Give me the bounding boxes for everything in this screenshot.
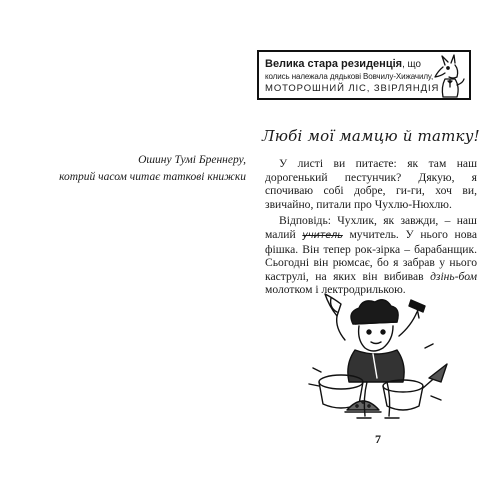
dedication-line-1: Ошину Тумі Бреннеру, [138, 154, 246, 166]
drummer-illustration [307, 288, 449, 428]
letterhead-title-rest: , що [402, 59, 421, 70]
letterhead-line-1 [265, 58, 441, 71]
italic-sound-word: дзінь-бом [430, 269, 477, 283]
letter-body [265, 157, 477, 297]
page-number: 7 [375, 432, 381, 446]
letterhead-address [265, 58, 441, 95]
letterhead-title: Велика стара резиденція [265, 58, 403, 70]
paragraph-2-part-a: Відповідь: Чухлик, як завжди, – наш малий [265, 214, 477, 241]
paragraph-1: У листі ви питаєте: як там наш дорогенький пестунчик? Дякую, я спочиваю собі добре, ги-ги, хоч ви, звичайно, питали про Чухлю-Нюхлю. [265, 157, 477, 211]
letterhead-line-2: колись належала дядькові Вовчилу-Хижачилу, [265, 72, 434, 81]
struck-word: учитель [302, 229, 343, 241]
paragraph-2-part-b: мучитель. У нього нова фішка. Він тепер рок-зірка – барабанщик. Сьогодні він рюмсає, бо я забрав у нього каструлі, на яких він вибивав [265, 227, 477, 283]
dedication [20, 152, 246, 186]
letterhead [257, 50, 471, 100]
paragraph-2-part-c: молотком і лектродрилькою. [265, 283, 406, 297]
letter-greeting: Любі мої мамцю й татку! [262, 127, 480, 145]
letterhead-line-3: МОТОРОШНИЙ ЛІС, ЗВІРЛЯНДІЯ [265, 83, 440, 94]
dedication-line-2: котрий часом читає таткові книжки [59, 171, 246, 183]
paragraph-2 [265, 214, 477, 297]
rat-butler-logo-icon [433, 53, 467, 99]
